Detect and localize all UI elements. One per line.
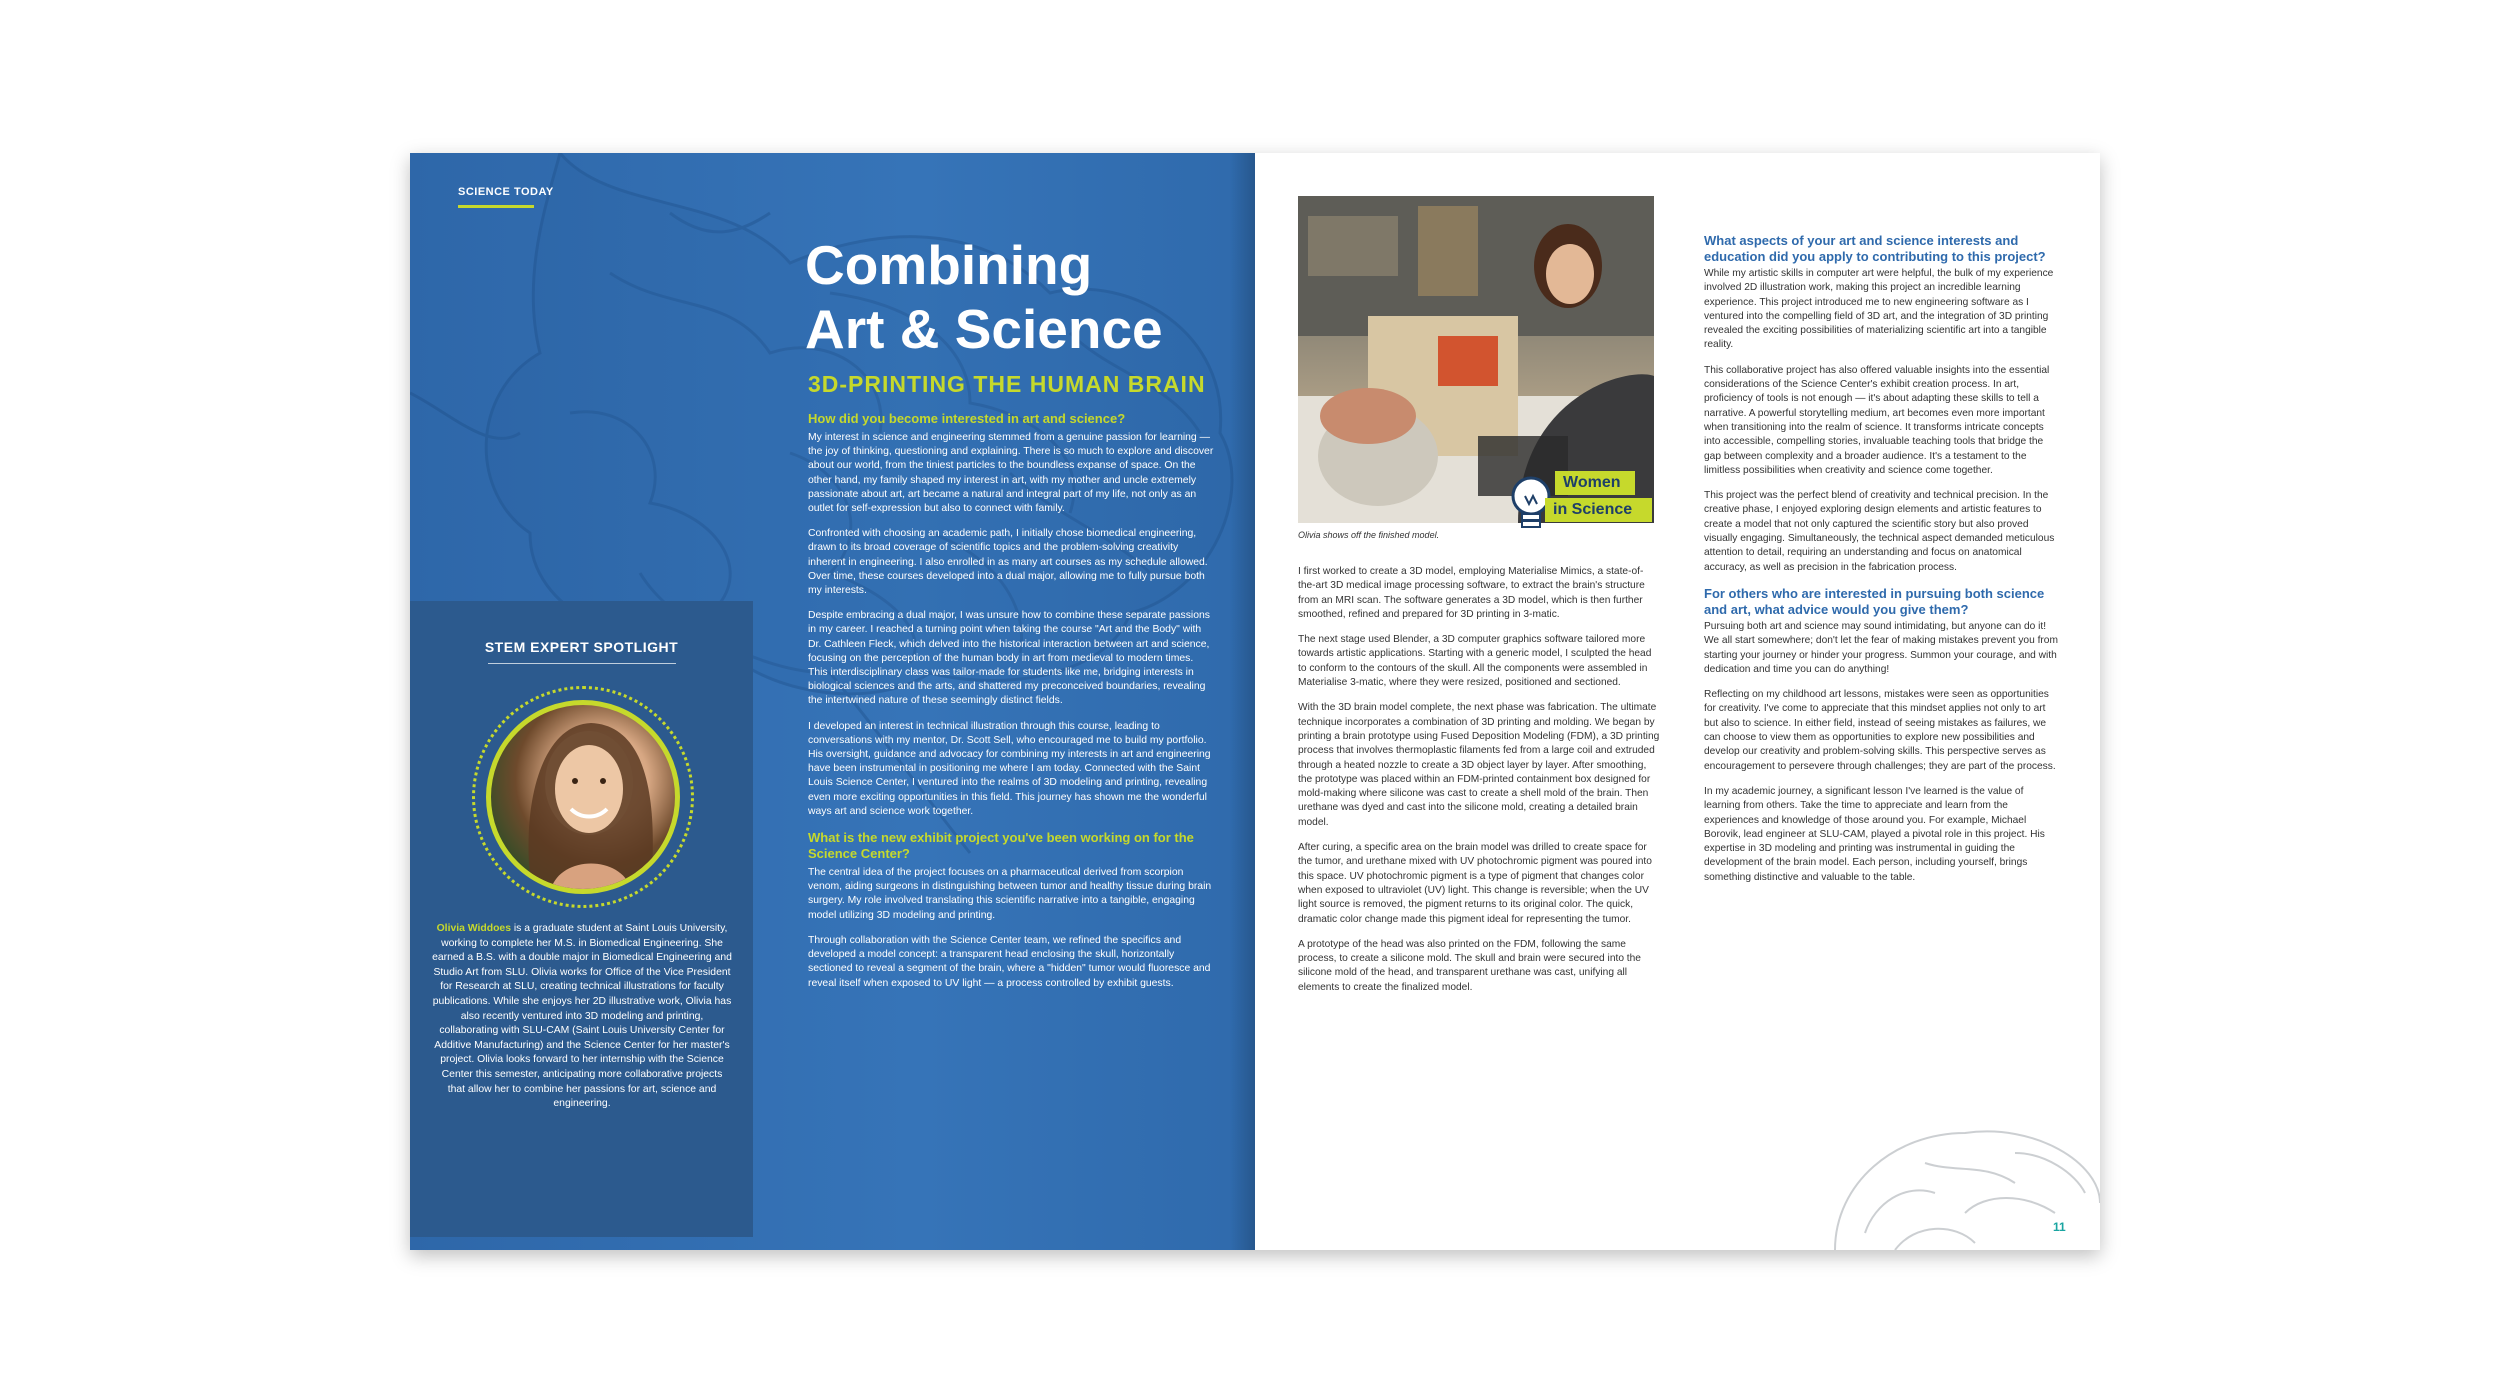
article-middle-column [1298,565,1660,1006]
spotlight-divider [488,663,676,664]
paragraph: A prototype of the head was also printed on the FDM, following the same process, to create a silicone mold. The skull and brain were secured into the silicone mold of the head, and transparent urethane was cast, unifying all elements to create the finalized model. [1298,938,1641,993]
paragraph: Through collaboration with the Science Center team, we refined the specifics and developed a model concept: a transparent head enclosing the skull, horizontally sectioned to reveal a segment of the brain, where a "hidden" tumor would fluoresce and reveal itself when exposed to UV light — a process controlled by exhibit guests. [808,934,1211,989]
paragraph: My interest in science and engineering stemmed from a genuine passion for learning — the joy of thinking, questioning and explaining. There is so much to explore and discover about our world, from the tiniest particles to the boundless expanse of space. On the other hand, my family shaped my interest in art, with my mother and uncle extremely passionate about art, art became a natural and integral part of my life, not only as an outlet for self-expression but also to connect with family. [808,432,1214,515]
paragraph: After curing, a specific area on the brain model was drilled to create space for the tumor, and urethane mixed with UV photochromic pigment was poured into this space. UV photochromic pigment is a type of pigment that changes color when exposed to ultraviolet (UV) light. This change is reversible; when the UV light source is removed, the pigment returns to its original color. The quick, dramatic color change made this pigment ideal for representing the tumor. [1298,842,1652,925]
section-tag: SCIENCE TODAY [458,186,554,198]
paragraph: While my artistic skills in computer art were helpful, the bulk of my experience involved 2D illustration work, making this project an incredible learning experience. This project introduced me to new engineering software as I ventured into the compelling field of 3D art, and the integration of 3D printing revealed the exciting possibilities of materializing scientific art into a tangible reality. [1704,268,2054,351]
spine-shadow [1230,153,1255,1250]
spotlight-heading: STEM EXPERT SPOTLIGHT [484,639,679,655]
page-number: 11 [2053,1220,2066,1234]
photo-caption: Olivia shows off the finished model. [1298,530,1440,540]
title-line-2: Art & Science [805,298,1163,360]
magazine-spread [410,153,2100,1250]
question-heading: What aspects of your art and science interests and education did you apply to contributing to this project? [1704,233,2046,264]
article-title [805,233,1225,361]
paragraph: In my academic journey, a significant lesson I've learned is the value of learning from others. Take the time to appreciate and learn from the experiences and knowledge of those around you. For example, Michael Borovik, lead engineer at SLU-CAM, played a pivotal role in this project. His expertise in 3D modeling and printing was instrumental in guiding the development of the brain model. Each person, including yourself, brings something distinctive and valuable to the table. [1704,785,2045,883]
paragraph: This project was the perfect blend of creativity and technical precision. In the creative phase, I enjoyed exploring design elements and artistic features to create a model that not only captured the scientific story but also proved visually engaging. Simultaneously, the technical aspect demanded meticulous attention to detail, requiring an understanding and focus on anatomical accuracy, as well as precision in the fabrication process. [1704,490,2055,573]
question-heading: What is the new exhibit project you've been working on for the Science Center? [808,830,1194,862]
paragraph: Despite embracing a dual major, I was unsure how to combine these separate passions in my career. I reached a turning point when taking the course "Art and the Body" with Dr. Cathleen Fleck, which delved into the historical interaction between art and science, focusing on the perception of the human body in art from medieval to modern times. This interdisciplinary class was tailor-made for students like me, bridging interests in biological sciences and the arts, and shattered my preconceived boundaries, revealing the intertwined nature of these seemingly distinct fields. [808,610,1210,707]
paragraph: With the 3D brain model complete, the next phase was fabrication. The ultimate technique incorporates a combination of 3D printing and molding. We began by printing a brain prototype using Fused Deposition Modeling (FDM), a 3D printing process that involves thermoplastic filaments fed from a large coil and extruded through a heated nozzle to create a 3D object layer by layer. After smoothing, the prototype was placed within an FDM-printed containment box designed for mold-making where silicone was cast to create a shell mold of the brain. Then urethane was dyed and cast into the silicone mold, creating a detailed brain model. [1298,702,1660,828]
question-heading: How did you become interested in art and science? [808,411,1126,426]
article-right-column [1704,233,2061,896]
portrait-photo [486,700,680,894]
paragraph: This collaborative project has also offered valuable insights into the essential considerations of the Science Center's exhibit creation process. In art, proficiency of tools is not enough — it's about adapting these skills to tell a narrative. A powerful storytelling medium, art becomes even more important when transitioning into the realm of science. It transforms intricate concepts into accessible, compelling stories, invaluable teaching tools that bridge the gap between complexity and a broader audience. It's a testament to the limitless possibilities when creativity and science come together. [1704,364,2050,476]
left-page [410,153,1255,1250]
title-line-1: Combining [805,234,1093,296]
paragraph: I first worked to create a 3D model, employing Materialise Mimics, a state-of-the-art 3D medical image processing software, to extract the brain's structure from an MRI scan. The software generates a 3D model, which is then further smoothed, refined and prepared for 3D printing in 3-matic. [1298,566,1645,620]
stem-expert-spotlight [410,601,753,1237]
paragraph: Pursuing both art and science may sound intimidating, but anyone can do it! We all start somewhere; don't let the fear of making mistakes prevent you from starting your journey or hinder your progress. Summon your courage, and with dedication and time you can do anything! [1704,620,2058,675]
women-in-science-badge-line1: Women [1555,471,1635,495]
paragraph: Confronted with choosing an academic path, I initially chose biomedical engineering, drawn to its broad coverage of scientific topics and the problem-solving creativity inherent in engineering. I also enrolled in as many art courses as my schedule allowed. Over time, these courses developed into a dual major, allowing me to fully pursue both my interests. [808,528,1208,597]
article-left-column [808,411,1214,1002]
portrait-figure [491,705,675,889]
paragraph: I developed an interest in technical illustration through this course, leading to conversations with my mentor, Dr. Scott Sell, who encouraged me to build my portfolio. His oversight, guidance and advocacy for combining my interests in art and engineering have been instrumental in positioning me where I am today. Connected with the Saint Louis Science Center, I ventured into the realms of 3D modeling and printing, revealing even more exciting opportunities in this field. This journey has shown me the wonderful ways art and science work together. [808,720,1211,817]
spotlight-name: Olivia Widdoes [436,923,511,934]
section-tag-underline [458,205,534,208]
spotlight-bio [432,922,732,1112]
paragraph: The next stage used Blender, a 3D computer graphics software tailored more towards artistic applications. Starting with a generic model, I sculpted the head to conform to the contours of the skull. All the components were assembled in Materialise 3-matic, where they were resized, positioned and sectioned. [1298,634,1652,689]
paragraph: The central idea of the project focuses on a pharmaceutical derived from scorpion venom, aiding surgeons in distinguishing between tumor and healthy tissue during brain surgery. My role involved translating this scientific narrative into a tangible, engaging model utilizing 3D modeling and printing. [808,867,1212,921]
article-subtitle: 3D-PRINTING THE HUMAN BRAIN [808,371,1206,397]
paragraph: Reflecting on my childhood art lessons, mistakes were seen as opportunities for creativity. I've come to appreciate that this mindset applies not only to art but also to science. In either field, instead of seeing mistakes as failures, we can choose to view them as opportunities to explore new possibilities and develop our creativity and problem-solving skills. This perspective serves as encouragement to persevere through challenges; they are part of the process. [1704,689,2056,772]
right-page [1255,153,2100,1250]
spotlight-bio-text: is a graduate student at Saint Louis University, working to complete her M.S. in Biomedical Engineering. She earned a B.S. with a double major in Biomedical Engineering and Studio Art from SLU. Olivia works for Office of the Vice President for Research at SLU, creating technical illustrations for faculty publications. While she enjoys her 2D illustrative work, Olivia has also recently ventured into 3D modeling and printing, collaborating with SLU-CAM (Saint Louis University Center for Additive Manufacturing) and the Science Center for her master's project. Olivia looks forward to her internship with the Science Center this semester, anticipating more collaborative projects that allow her to combine her passions for art, science and engineering. [432,923,732,1110]
question-heading: For others who are interested in pursuing both science and art, what advice would you give them? [1704,585,2045,617]
women-in-science-badge-line2: in Science [1545,498,1652,522]
